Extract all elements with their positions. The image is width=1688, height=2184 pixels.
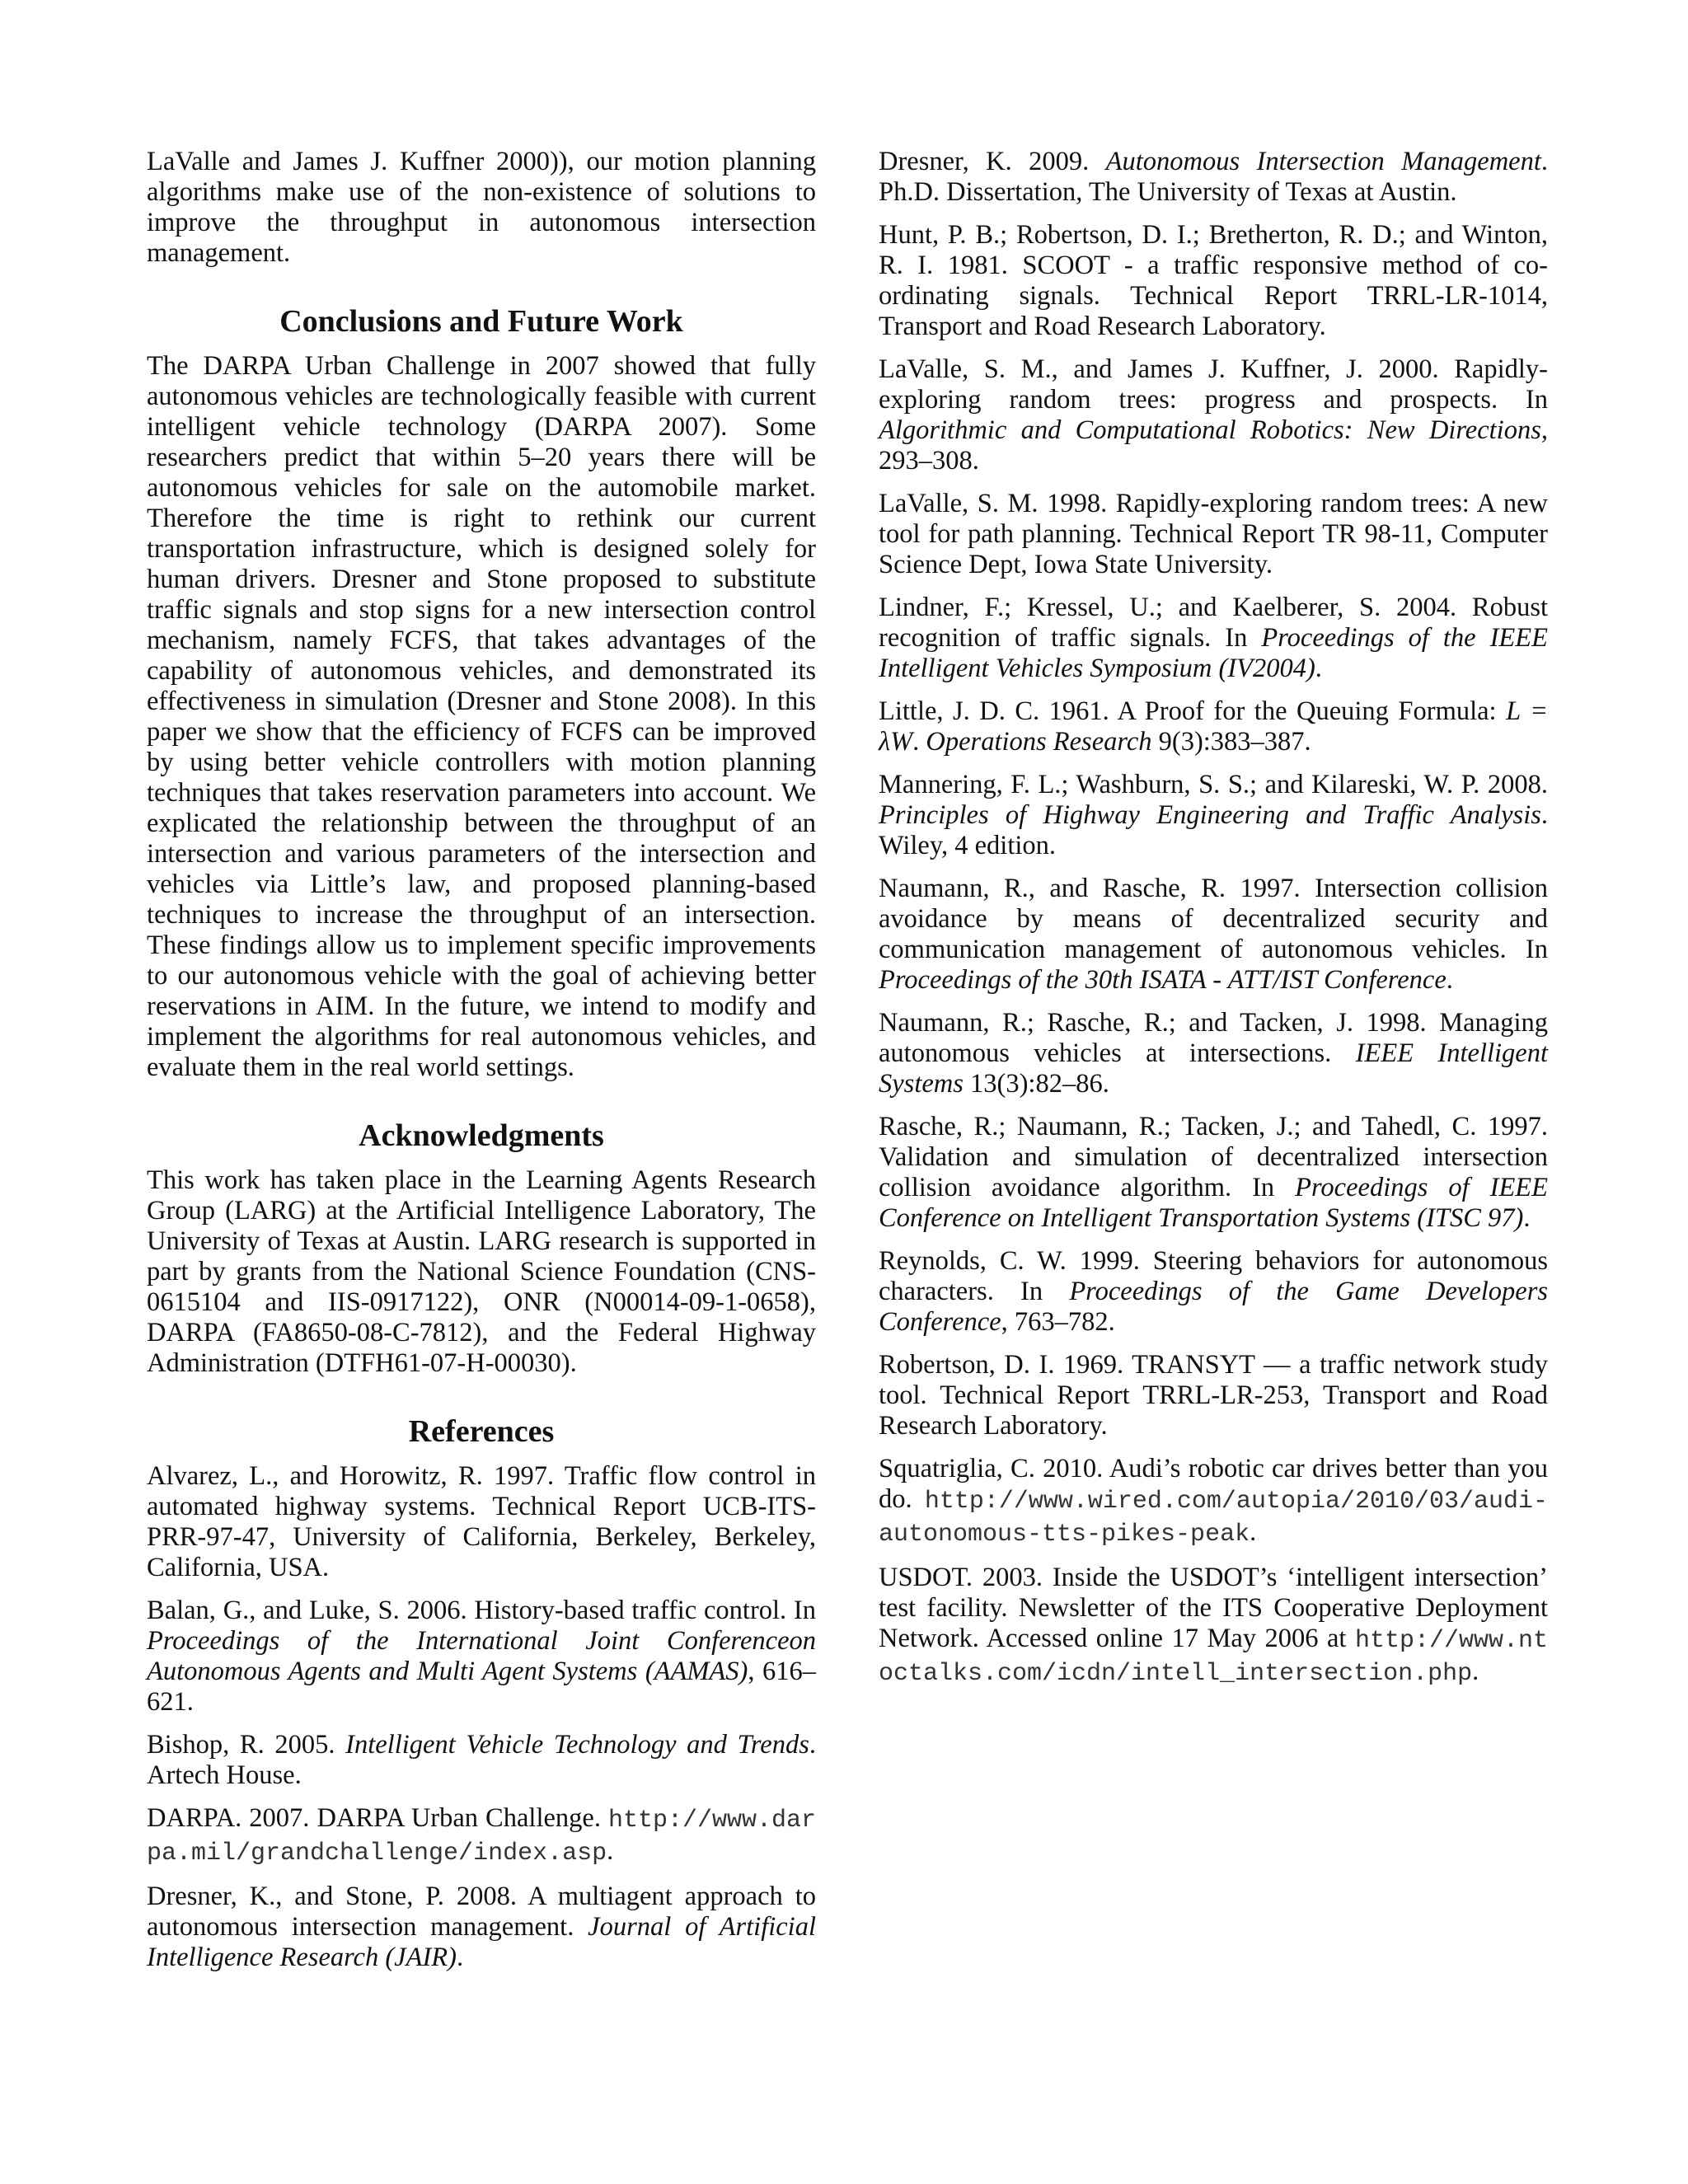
reference-url-link[interactable]: http://www.ntoctalks.com/icdn/intell_intersection.php: [879, 1627, 1548, 1688]
reference-rasche-1997: Rasche, R.; Naumann, R.; Tacken, J.; and Tahedl, C. 1997. Validation and simulation of decentralized intersection collision avoidance algorithm. In Proceedings of IEEE Conference on Intelligent Transportation Systems (ITSC 97).: [879, 1112, 1548, 1233]
reference-usdot-2003: USDOT. 2003. Inside the USDOT’s ‘intelligent intersection’ test facility. Newsletter of the ITS Cooperative Deployment Network. Accessed online 17 May 2006 at http://www.ntoctalks.com/icdn/intell_intersection.php.: [879, 1563, 1548, 1688]
reference-reynolds-1999: Reynolds, C. W. 1999. Steering behaviors for autonomous characters. In Proceedings of the Game Developers Conference, 763–782.: [879, 1246, 1548, 1337]
reference-robertson-1969: Robertson, D. I. 1969. TRANSYT — a traffic network study tool. Technical Report TRRL-LR-253, Transport and Road Research Laboratory.: [879, 1350, 1548, 1441]
reference-little-1961: Little, J. D. C. 1961. A Proof for the Queuing Formula: L = λW. Operations Research 9(3):383–387.: [879, 696, 1549, 757]
reference-naumann-rasche-1997: Naumann, R., and Rasche, R. 1997. Intersection collision avoidance by means of decentralized security and communication management of autonomous vehicles. In Proceedings of the 30th ISATA - ATT/IST Conference.: [879, 874, 1548, 995]
reference-dresner-2009: Dresner, K. 2009. Autonomous Intersection Management. Ph.D. Dissertation, The University of Texas at Austin.: [879, 147, 1548, 207]
reference-bishop-2005: Bishop, R. 2005. Intelligent Vehicle Technology and Trends. Artech House.: [147, 1730, 816, 1790]
reference-lavalle-kuffner-2000: LaValle, S. M., and James J. Kuffner, J. 2000. Rapidly-exploring random trees: progress and prospects. In Algorithmic and Computational Robotics: New Directions, 293–308.: [879, 354, 1548, 476]
reference-lindner-2004: Lindner, F.; Kressel, U.; and Kaelberer, S. 2004. Robust recognition of traffic signals. In Proceedings of the IEEE Intelligent Vehicles Symposium (IV2004).: [879, 593, 1548, 683]
left-column: [147, 147, 816, 1973]
reference-squatriglia-2010: Squatriglia, C. 2010. Audi’s robotic car drives better than you do. http://www.wired.com/autopia/2010/03/audi-autonomous-tts-pikes-peak.: [879, 1454, 1548, 1549]
reference-url-link[interactable]: http://www.wired.com/autopia/2010/03/audi-autonomous-tts-pikes-peak: [879, 1488, 1548, 1549]
reference-mannering-2008: Mannering, F. L.; Washburn, S. S.; and Kilareski, W. P. 2008. Principles of Highway Engineering and Traffic Analysis. Wiley, 4 edition.: [879, 770, 1548, 860]
reference-alvarez-1997: Alvarez, L., and Horowitz, R. 1997. Traffic flow control in automated highway systems. Technical Report UCB-ITS-PRR-97-47, University of California, Berkeley, Berkeley, California, USA.: [147, 1461, 816, 1582]
references-list-right: [879, 147, 1548, 1690]
reference-balan-2006: Balan, G., and Luke, S. 2006. History-based traffic control. In Proceedings of the International Joint Conferenceon Autonomous Agents and Multi Agent Systems (AAMAS), 616–621.: [147, 1596, 816, 1717]
right-column: [879, 147, 1548, 1690]
conclusions-heading: Conclusions and Future Work: [279, 304, 683, 339]
reference-naumann-1998: Naumann, R.; Rasche, R.; and Tacken, J. 1998. Managing autonomous vehicles at intersections. IEEE Intelligent Systems 13(3):82–86.: [879, 1008, 1548, 1099]
reference-lavalle-1998: LaValle, S. M. 1998. Rapidly-exploring random trees: A new tool for path planning. Technical Report TR 98-11, Computer Science Dept, Iowa State University.: [879, 489, 1548, 579]
reference-darpa-2007: DARPA. 2007. DARPA Urban Challenge. http://www.darpa.mil/grandchallenge/index.asp.: [147, 1803, 816, 1868]
queuing-formula: L = λW: [879, 696, 1549, 757]
references-list-left: [147, 1461, 816, 1973]
reference-url-link[interactable]: http://www.darpa.mil/grandchallenge/index.asp: [147, 1807, 816, 1868]
acknowledgments-heading: Acknowledgments: [359, 1118, 604, 1153]
conclusions-body: The DARPA Urban Challenge in 2007 showed that fully autonomous vehicles are technologically feasible with current intelligent vehicle technology (DARPA 2007). Some researchers predict that within 5–20 years there will be autonomous vehicles for sale on the automobile market. Therefore the time is right to rethink our current transportation infrastructure, which is designed solely for human drivers. Dresner and Stone proposed to substitute traffic signals and stop signs for a new intersection control mechanism, namely FCFS, that takes advantages of the capability of autonomous vehicles, and demonstrated its effectiveness in simulation (Dresner and Stone 2008). In this paper we show that the efficiency of FCFS can be improved by using better vehicle controllers with motion planning techniques that takes reservation parameters into account. We explicated the relationship between the throughput of an intersection and various parameters of the intersection and vehicles via Little’s law, and proposed planning-based techniques to increase the throughput of an intersection. These findings allow us to implement specific improvements to our autonomous vehicle with the goal of achieving better reservations in AIM. In the future, we intend to modify and implement the algorithms for real autonomous vehicles, and evaluate them in the real world settings.: [147, 351, 816, 1082]
reference-hunt-1981: Hunt, P. B.; Robertson, D. I.; Bretherton, R. D.; and Winton, R. I. 1981. SCOOT - a traffic responsive method of co-ordinating signals. Technical Report TRRL-LR-1014, Transport and Road Research Laboratory.: [879, 220, 1548, 341]
acknowledgments-body: This work has taken place in the Learning Agents Research Group (LARG) at the Artificial Intelligence Laboratory, The University of Texas at Austin. LARG research is supported in part by grants from the National Science Foundation (CNS-0615104 and IIS-0917122), ONR (N00014-09-1-0658), DARPA (FA8650-08-C-7812), and the Federal Highway Administration (DTFH61-07-H-00030).: [147, 1165, 816, 1378]
intro-paragraph: LaValle and James J. Kuffner 2000)), our motion planning algorithms make use of the non-existence of solutions to improve the throughput in autonomous intersection management.: [147, 147, 816, 268]
reference-dresner-stone-2008: Dresner, K., and Stone, P. 2008. A multiagent approach to autonomous intersection management. Journal of Artificial Intelligence Research (JAIR).: [147, 1882, 816, 1972]
references-heading: References: [408, 1414, 555, 1449]
